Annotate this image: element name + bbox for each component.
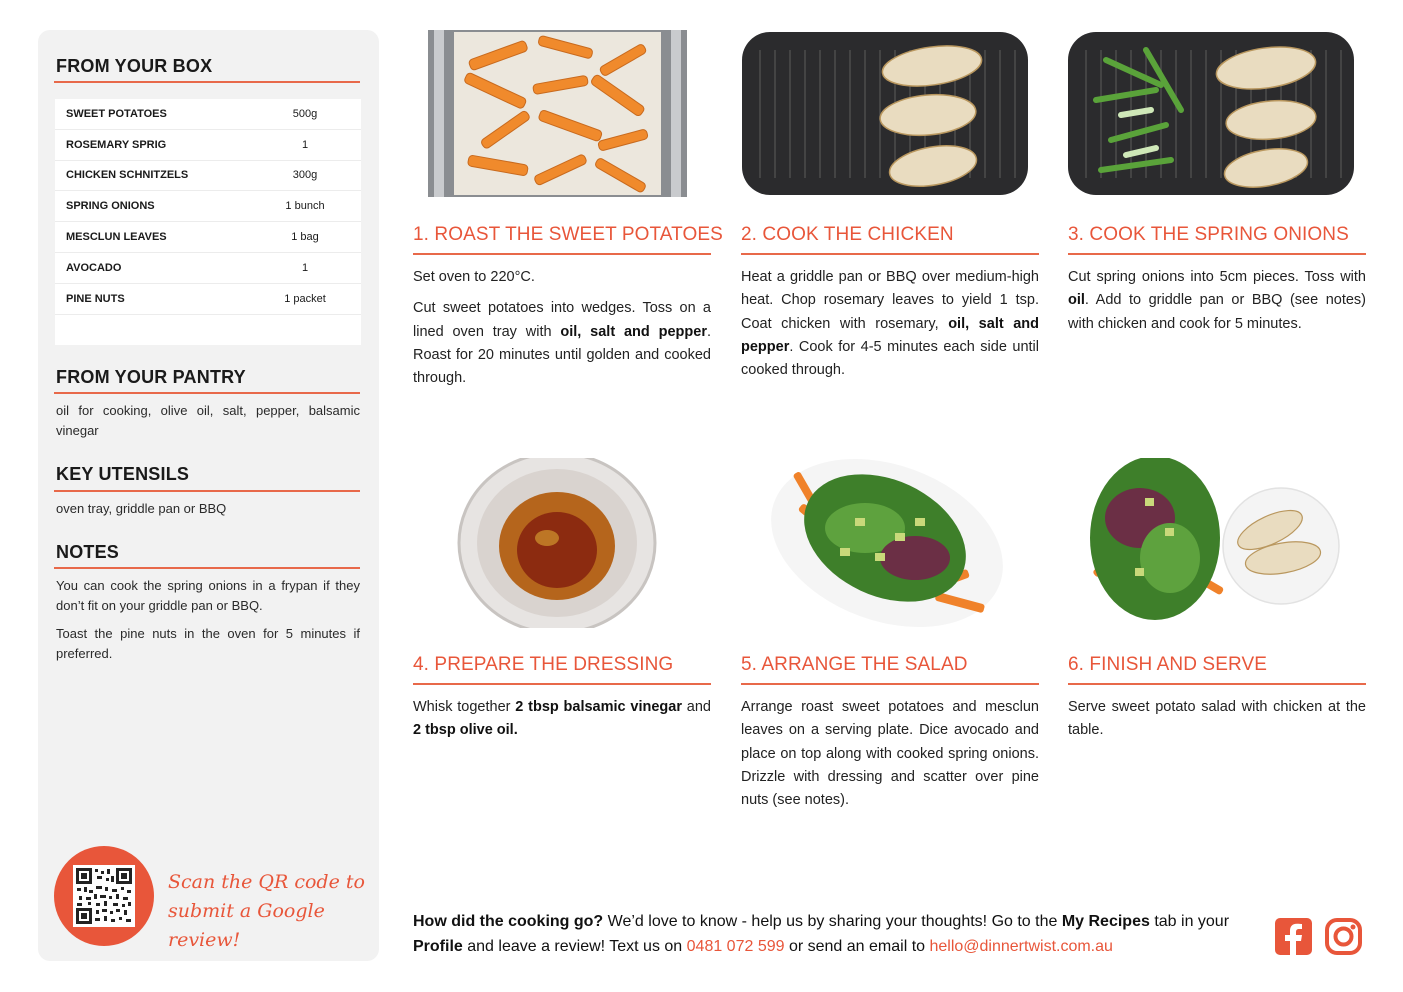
heading-rule — [54, 490, 360, 492]
step-text: . Roast for 20 minutes until golden and cooked through. — [413, 323, 711, 387]
pantry-heading: FROM YOUR PANTRY — [56, 367, 246, 387]
ingredient-qty: 500g — [292, 107, 318, 120]
pantry-text: oil for cooking, olive oil, salt, pepper, balsamic vinegar — [56, 403, 360, 438]
step-5-title: 5. ARRANGE THE SALAD — [741, 654, 968, 675]
qr-caption-line: Scan the QR code to — [168, 871, 365, 893]
ingredient-name: PINE NUTS — [66, 292, 125, 305]
footer-question: How did the cooking go? — [413, 913, 604, 930]
ingredient-qty: 1 bag — [291, 231, 319, 244]
step-3-body — [1068, 266, 1366, 344]
step-6-para: Serve sweet potato salad with chicken at the table. — [1068, 699, 1366, 739]
email-link[interactable]: hello@dinnertwist.com.au — [929, 938, 1113, 955]
ingredient-row — [55, 191, 361, 222]
step-6-title: 6. FINISH AND SERVE — [1068, 654, 1267, 675]
step-1-para — [413, 297, 711, 390]
from-your-box-heading: FROM YOUR BOX — [56, 56, 213, 76]
step-text: and — [682, 699, 711, 715]
step-rule — [741, 253, 1039, 255]
ingredient-qty: 300g — [292, 169, 318, 182]
step-6-photo — [1085, 458, 1340, 628]
step-5-body — [741, 696, 1039, 820]
step-2-title: 2. COOK THE CHICKEN — [741, 224, 954, 245]
ingredient-row — [55, 284, 361, 315]
phone-link[interactable]: 0481 072 599 — [686, 938, 785, 955]
step-4-title: 4. PREPARE THE DRESSING — [413, 654, 674, 675]
step-text: . Cook for 4-5 minutes each side until cooked through. — [741, 338, 1039, 379]
step-5-photo — [765, 458, 1010, 628]
step-emphasis: 2 tbsp olive oil. — [413, 722, 518, 739]
note-1: You can cook the spring onions in a frypan if they don’t fit on your griddle pan or BBQ. — [56, 578, 360, 613]
step-1-title: 1. ROAST THE SWEET POTATOES — [413, 224, 723, 245]
footer-text: We’d love to know - help us by sharing your thoughts! Go to the — [603, 913, 1062, 930]
step-2-para — [741, 266, 1039, 382]
ingredient-row — [55, 99, 361, 130]
step-text: . Add to griddle pan or BBQ (see notes) with chicken and cook for 5 minutes. — [1068, 292, 1366, 332]
footer-text: tab in your — [1149, 913, 1230, 930]
step-2-photo — [740, 30, 1030, 197]
heading-rule — [54, 81, 360, 83]
step-text: Cut spring onions into 5cm pieces. Toss with — [1068, 269, 1366, 285]
step-1-body — [413, 266, 711, 398]
sidebar — [38, 30, 379, 961]
ingredient-name: SWEET POTATOES — [66, 107, 167, 120]
ingredient-row — [55, 130, 361, 161]
ingredient-name: ROSEMARY SPRIG — [66, 138, 167, 151]
ingredient-qty: 1 packet — [284, 292, 326, 305]
step-4-body — [413, 696, 711, 751]
ingredient-name: SPRING ONIONS — [66, 200, 155, 213]
ingredient-name: CHICKEN SCHNITZELS — [66, 169, 189, 182]
profile-text: Profile — [413, 938, 463, 955]
step-rule — [1068, 683, 1366, 685]
step-4-para — [413, 696, 711, 743]
step-rule — [413, 253, 711, 255]
step-text: Cut sweet potatoes into wedges. Toss on a lined oven tray with — [413, 300, 711, 340]
step-rule — [1068, 253, 1366, 255]
qr-caption — [168, 868, 368, 955]
ingredient-qty: 1 — [301, 261, 309, 274]
heading-rule — [54, 567, 360, 569]
step-emphasis: oil — [1068, 292, 1085, 309]
ingredient-row — [55, 253, 361, 284]
step-3-photo — [1066, 30, 1356, 197]
heading-rule — [54, 392, 360, 394]
step-2-body — [741, 266, 1039, 390]
step-4-photo — [455, 458, 660, 628]
ingredients-table — [55, 99, 361, 345]
step-rule — [741, 683, 1039, 685]
ingredient-row — [55, 222, 361, 253]
step-1-para: Set oven to 220°C. — [413, 269, 535, 285]
utensils-text: oven tray, griddle pan or BBQ — [56, 501, 227, 516]
feedback-footer — [413, 909, 1263, 959]
step-3-para — [1068, 266, 1366, 336]
qr-code-icon[interactable] — [73, 865, 135, 927]
instagram-icon[interactable] — [1325, 918, 1362, 955]
step-text: Heat a griddle pan or BBQ over medium-high heat. Chop rosemary leaves to yield 1 tsp. Coat chicken with rosemary, — [741, 269, 1039, 332]
ingredient-row — [55, 161, 361, 192]
step-5-para: Arrange roast sweet potatoes and mesclun leaves on a serving plate. Dice avocado and place on top along with cooked spring onions. Drizzle with dressing and scatter over pine nuts (see notes). — [741, 699, 1039, 809]
ingredient-qty: 1 — [301, 138, 309, 151]
ingredient-name: AVOCADO — [66, 261, 122, 274]
notes-heading: NOTES — [56, 542, 120, 562]
step-text: Whisk together — [413, 699, 516, 715]
footer-text: or send an email to — [784, 938, 930, 955]
step-6-body — [1068, 696, 1366, 751]
qr-caption-line: submit a Google review! — [168, 900, 325, 951]
ingredient-name: MESCLUN LEAVES — [66, 231, 167, 244]
utensils-heading: KEY UTENSILS — [56, 464, 190, 484]
step-1-photo — [428, 30, 687, 197]
step-emphasis: 2 tbsp balsamic vinegar — [515, 699, 682, 715]
step-emphasis: oil, salt and pepper — [741, 315, 1040, 355]
facebook-icon[interactable] — [1275, 918, 1312, 955]
footer-text: and leave a review! Text us on — [462, 938, 687, 955]
ingredient-qty: 1 bunch — [285, 200, 325, 213]
step-rule — [413, 683, 711, 685]
step-3-title: 3. COOK THE SPRING ONIONS — [1068, 224, 1349, 245]
note-2: Toast the pine nuts in the oven for 5 minutes if preferred. — [56, 626, 360, 661]
my-recipes-text: My Recipes — [1061, 913, 1150, 930]
step-emphasis: oil, salt and pepper — [560, 323, 707, 340]
qr-badge — [54, 846, 154, 946]
